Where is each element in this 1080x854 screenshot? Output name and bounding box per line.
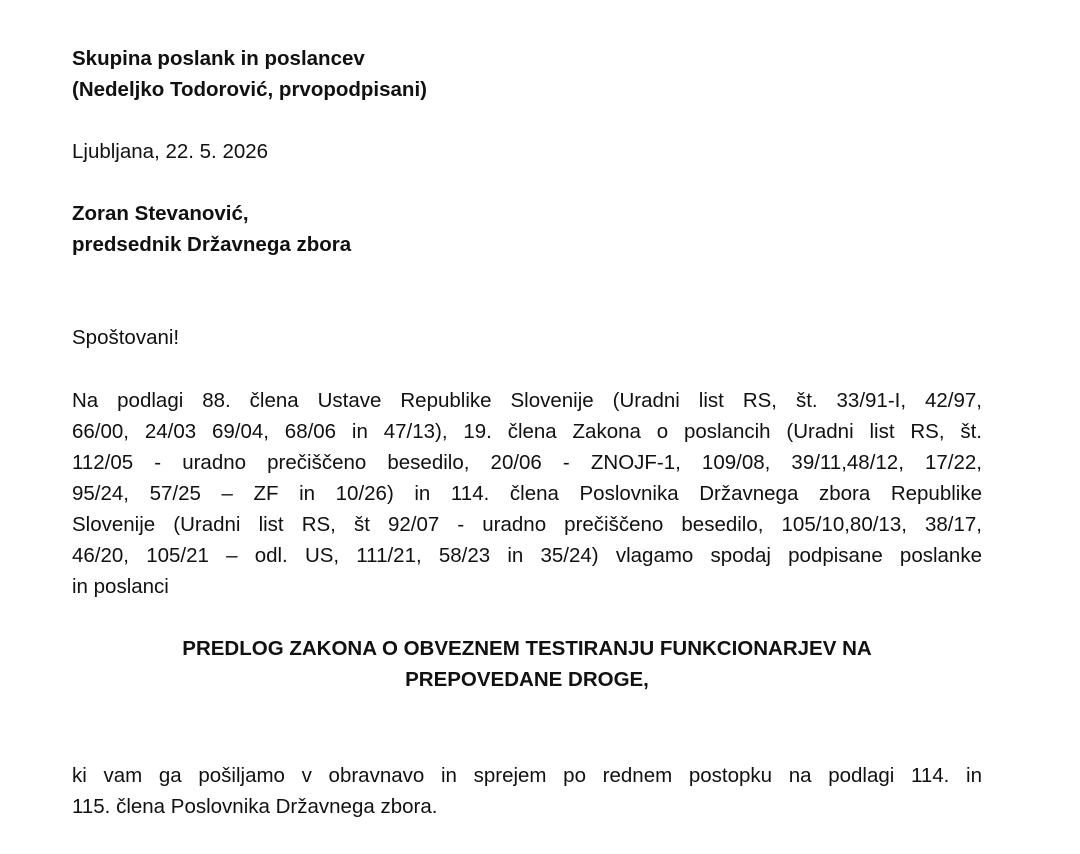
intro-line: 66/00, 24/03 69/04, 68/06 in 47/13), 19. člena Zakona o poslancih (Uradni list RS, št. bbox=[72, 420, 982, 443]
proposal-title-line1: PREDLOG ZAKONA O OBVEZNEM TESTIRANJU FUNKCIONARJEV NA bbox=[182, 637, 872, 660]
recipient-block bbox=[72, 198, 982, 260]
recipient-name: Zoran Stevanović, bbox=[72, 202, 249, 225]
proposal-title-line2: PREPOVEDANE DROGE, bbox=[405, 668, 649, 691]
intro-line: in poslanci bbox=[72, 575, 169, 598]
sender-first-signatory: (Nedeljko Todorović, prvopodpisani) bbox=[72, 78, 427, 101]
intro-line: Slovenije (Uradni list RS, št 92/07 - uradno prečiščeno besedilo, 105/10,80/13, 38/17, bbox=[72, 513, 982, 536]
intro-line: 95/24, 57/25 – ZF in 10/26) in 114. člena Poslovnika Državnega zbora Republike bbox=[72, 482, 982, 505]
sender-block bbox=[72, 43, 982, 105]
place-date-text: Ljubljana, 22. 5. 2026 bbox=[72, 140, 269, 163]
closing-line: 115. člena Poslovnika Državnega zbora. bbox=[72, 795, 438, 818]
intro-paragraph bbox=[72, 385, 982, 602]
closing-paragraph bbox=[72, 760, 982, 822]
recipient-role: predsednik Državnega zbora bbox=[72, 233, 352, 256]
sender-group: Skupina poslank in poslancev bbox=[72, 47, 365, 70]
intro-line: 46/20, 105/21 – odl. US, 111/21, 58/23 in 35/24) vlagamo spodaj podpisane poslanke bbox=[72, 544, 982, 567]
closing-line: ki vam ga pošiljamo v obravnavo in sprejem po rednem postopku na podlagi 114. in bbox=[72, 764, 982, 787]
place-date bbox=[72, 136, 982, 167]
intro-line: Na podlagi 88. člena Ustave Republike Slovenije (Uradni list RS, št. 33/91-I, 42/97, bbox=[72, 389, 982, 412]
proposal-title bbox=[72, 633, 982, 695]
intro-line: 112/05 - uradno prečiščeno besedilo, 20/06 - ZNOJF-1, 109/08, 39/11,48/12, 17/22, bbox=[72, 451, 982, 474]
salutation bbox=[72, 322, 982, 353]
salutation-text: Spoštovani! bbox=[72, 326, 180, 349]
